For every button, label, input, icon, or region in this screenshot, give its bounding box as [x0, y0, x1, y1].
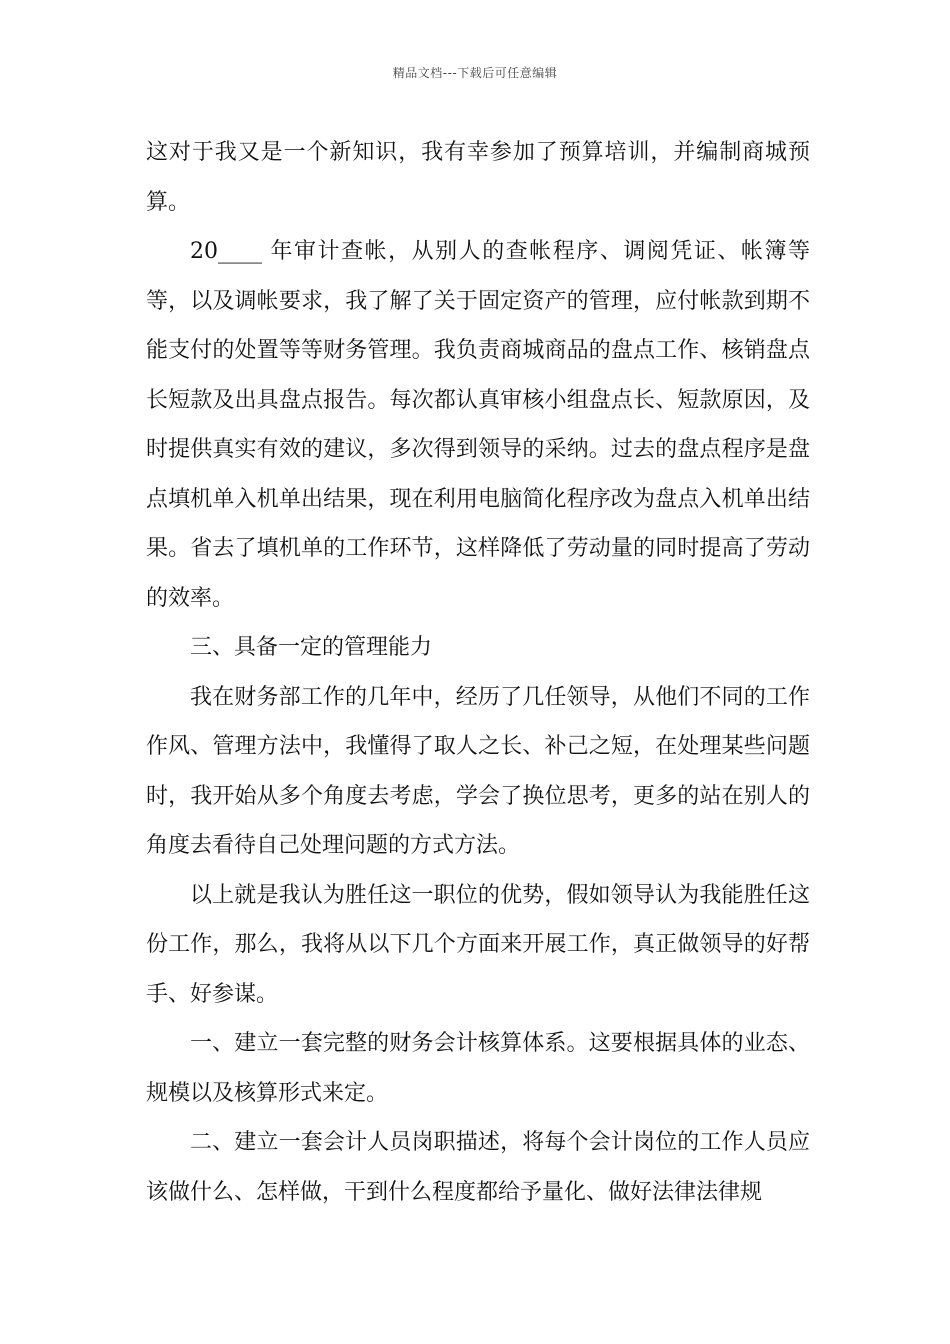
paragraph-2: 20____ 年审计查帐，从别人的查帐程序、调阅凭证、帐簿等等，以及调帐要求，我了解了关于固定资产的管理，应付帐款到期不能支付的处置等等财务管理。我负责商城商品的盘点工作、核销盘点长短款及出具盘点报告。每次都认真审核小组盘点长、短款原因，及时提供真实有效的建议，多次得到领导的采纳。过去的盘点程序是盘点填机单入机单出结果，现在利用电脑简化程序改为盘点入机单出结果。省去了填机单的工作环节，这样降低了劳动量的同时提高了劳动的效率。 [146, 239, 810, 611]
page-header: 精品文档---下载后可任意编辑 [392, 66, 558, 80]
document-body [146, 128, 810, 1217]
paragraph-1: 这对于我又是一个新知识，我有幸参加了预算培训，并编制商城预算。 [146, 140, 810, 215]
paragraph-5: 以上就是我认为胜任这一职位的优势，假如领导认为我能胜任这份工作，那么，我将从以下几个方面来开展工作，真正做领导的好帮手、好参谋。 [146, 882, 810, 1007]
paragraph-4: 我在财务部工作的几年中，经历了几任领导，从他们不同的工作作风、管理方法中，我懂得了取人之长、补己之短，在处理某些问题时，我开始从多个角度去考虑，学会了换位思考，更多的站在别人的角度去看待自己处理问题的方式方法。 [146, 684, 810, 858]
section-heading-3: 三、具备一定的管理能力 [190, 635, 433, 660]
paragraph-7: 二、建立一套会计人员岗职描述，将每个会计岗位的工作人员应该做什么、怎样做，干到什么程度都给予量化、做好法律法律规 [146, 1130, 810, 1205]
paragraph-6: 一、建立一套完整的财务会计核算体系。这要根据具体的业态、规模以及核算形式来定。 [146, 1031, 810, 1106]
